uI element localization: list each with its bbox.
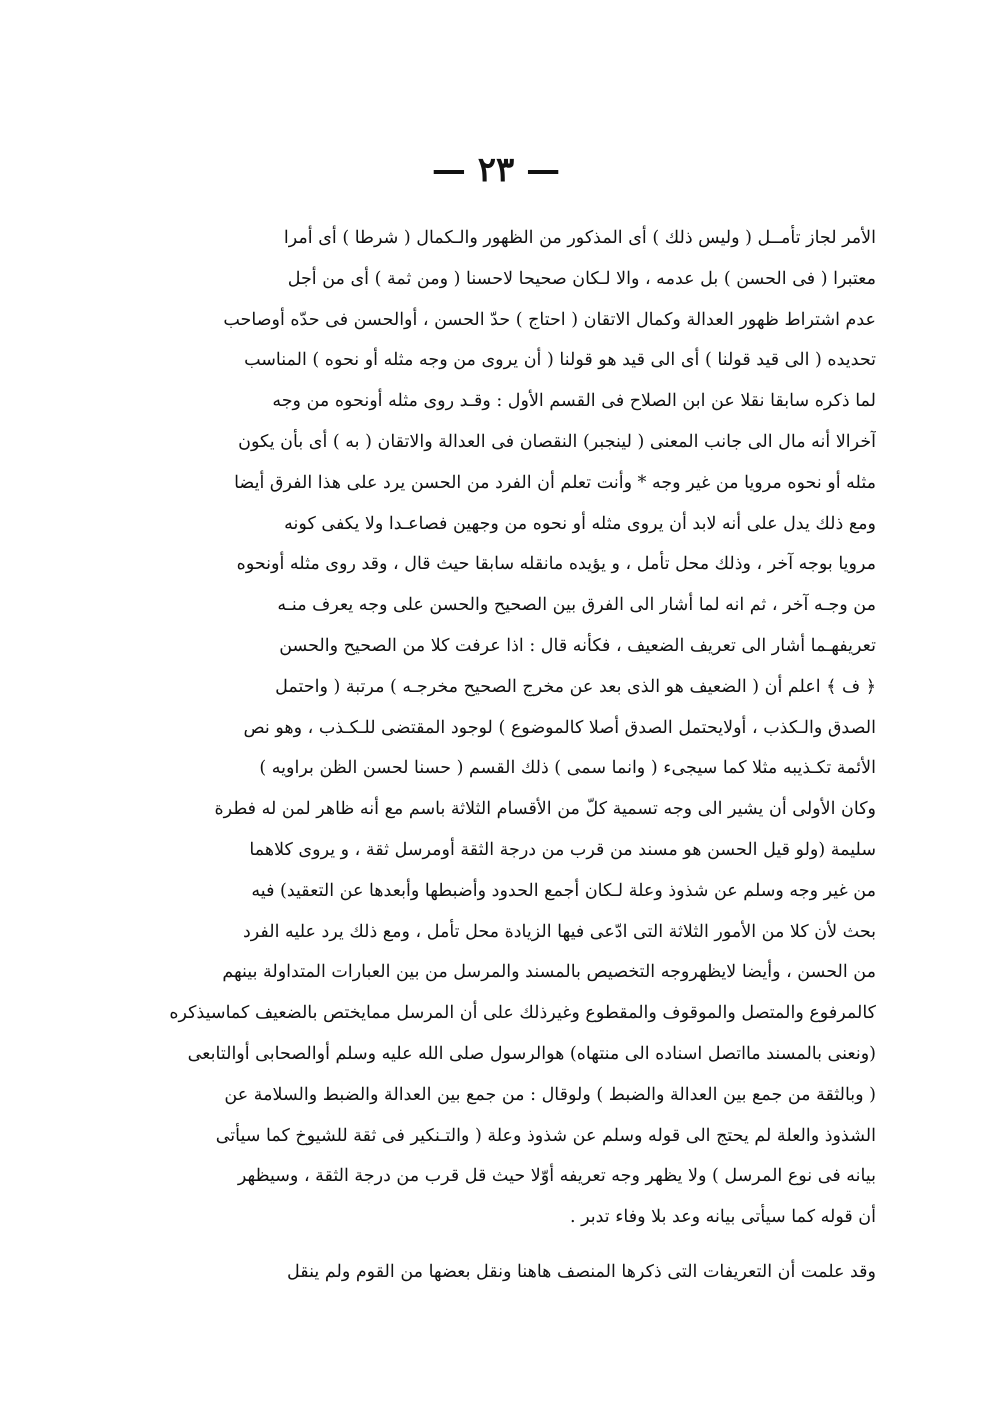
- body-text: [150, 218, 876, 1293]
- text-line: الصدق والـكذب ، أولايحتمل الصدق أصلا كالموضوع ) لوجود المقتضى للـكـذب ، وهو نص: [243, 717, 876, 738]
- text-line: وقد علمت أن التعريفات التى ذكرها المنصف هاهنا ونقل بعضها من القوم ولم ينقل: [287, 1261, 876, 1282]
- text-line: الأمر لجاز تأمــل ( وليس ذلك ) أى المذكور من الظهور والـكمال ( شرطا ) أى أمرا: [283, 228, 876, 248]
- page-number: — ٢٣ —: [431, 150, 561, 190]
- text-line: الشذوذ والعلة لم يحتج الى قوله وسلم عن شذوذ وعلة ( والتـنكير فى ثقة للشيوخ كما سيأتى: [215, 1125, 876, 1146]
- text-line: من الحسن ، وأيضا لايظهروجه التخصيص بالمسند والمرسل من بين العبارات المتداولة بينهم: [222, 962, 876, 983]
- text-line: ومع ذلك يدل على أنه لابد أن يروى مثله أو نحوه من وجهين فصاعـدا ولا يكفى كونه: [284, 513, 876, 534]
- text-line: مثله أو نحوه مرويا من غير وجه * وأنت تعلم أن الفرد من الحسن يرد على هذا الفرق أيضا: [234, 472, 876, 493]
- text-line: من وجـه آخر ، ثم انه لما أشار الى الفرق بين الصحيح والحسن على وجه يعرف منـه: [277, 595, 876, 616]
- text-line: تعريفهـما أشار الى تعريف الضعيف ، فكأنه قال : اذا عرفت كلا من الصحيح والحسن: [279, 635, 876, 656]
- text-line: من غير وجه وسلم عن شذوذ وعلة لـكان أجمع الحدود وأضبطها وأبعدها عن التعقيد) فيه: [251, 880, 876, 901]
- text-line: سليمة (ولو قيل الحسن هو مسند من قرب من درجة الثقة أومرسل ثقة ، و يروى كلاهما: [249, 839, 876, 860]
- text-line: وكان الأولى أن يشير الى وجه تسمية كلّ من الأقسام الثلاثة باسم مع أنه ظاهر لمن له فطرة: [214, 799, 876, 820]
- text-line: الأئمة تكـذيبه مثلا كما سيجىء ( وانما سمى ) ذلك القسم ( حسنا لحسن الظن براويه ): [259, 758, 876, 779]
- text-line: بحث لأن كلا من الأمور الثلاثة التى ادّعى فيها الزيادة محل تأمل ، ومع ذلك يرد عليه الفرد: [242, 921, 876, 942]
- text-line: لما ذكره سابقا نقلا عن ابن الصلاح فى القسم الأول : وقـد روى مثله أونحوه من وجه: [272, 391, 876, 412]
- text-line: ( وبالثقة من جمع بين العدالة والضبط ) ولوقال : من جمع بين العدالة والضبط والسلامة عن: [224, 1084, 876, 1105]
- text-line: معتبرا ( فى الحسن ) بل عدمه ، والا لـكان صحيحا لاحسنا ( ومن ثمة ) أى من أجل: [287, 268, 876, 289]
- text-line: ﴿ ف ﴾ اعلم أن ( الضعيف هو الذى بعد عن مخرج الصحيح مخرجـه ) مرتبة ( واحتمل: [275, 676, 876, 697]
- text-line: (ونعنى بالمسند مااتصل اسناده الى منتهاه) هوالرسول صلى الله عليه وسلم أوالصحابى أوالتابعى: [187, 1043, 876, 1064]
- text-line: مرويا بوجه آخر ، وذلك محل تأمل ، و يؤيده مانقله سابقا حيث قال ، وقد روى مثله أونحوه: [236, 554, 876, 575]
- text-line: بيانه فى نوع المرسل ) ولا يظهر وجه تعريفه أوّلا حيث قل قرب من درجة الثقة ، وسيظهر: [237, 1166, 876, 1187]
- text-line: أن قوله كما سيأتى بيانه وعد بلا وفاء تدبر .: [569, 1207, 876, 1228]
- text-line: عدم اشتراط ظهور العدالة وكمال الاتقان ( احتاج ) حدّ الحسن ، أوالحسن فى حدّه أوصاحب: [223, 309, 876, 330]
- paragraph-gap: [150, 1238, 876, 1252]
- text-line: كالمرفوع والمتصل والموقوف والمقطوع وغيرذلك على أن المرسل ممايختص بالضعيف كماسيذكره: [169, 1003, 876, 1024]
- text-line: تحديده ( الى قيد قولنا ) أى الى قيد هو قولنا ( أن يروى من وجه مثله أو نحوه ) المناسب: [244, 350, 876, 371]
- text-line: آخرالا أنه مال الى جانب المعنى ( لينجبر) النقصان فى العدالة والاتقان ( به ) أى بأن يكون: [238, 431, 876, 452]
